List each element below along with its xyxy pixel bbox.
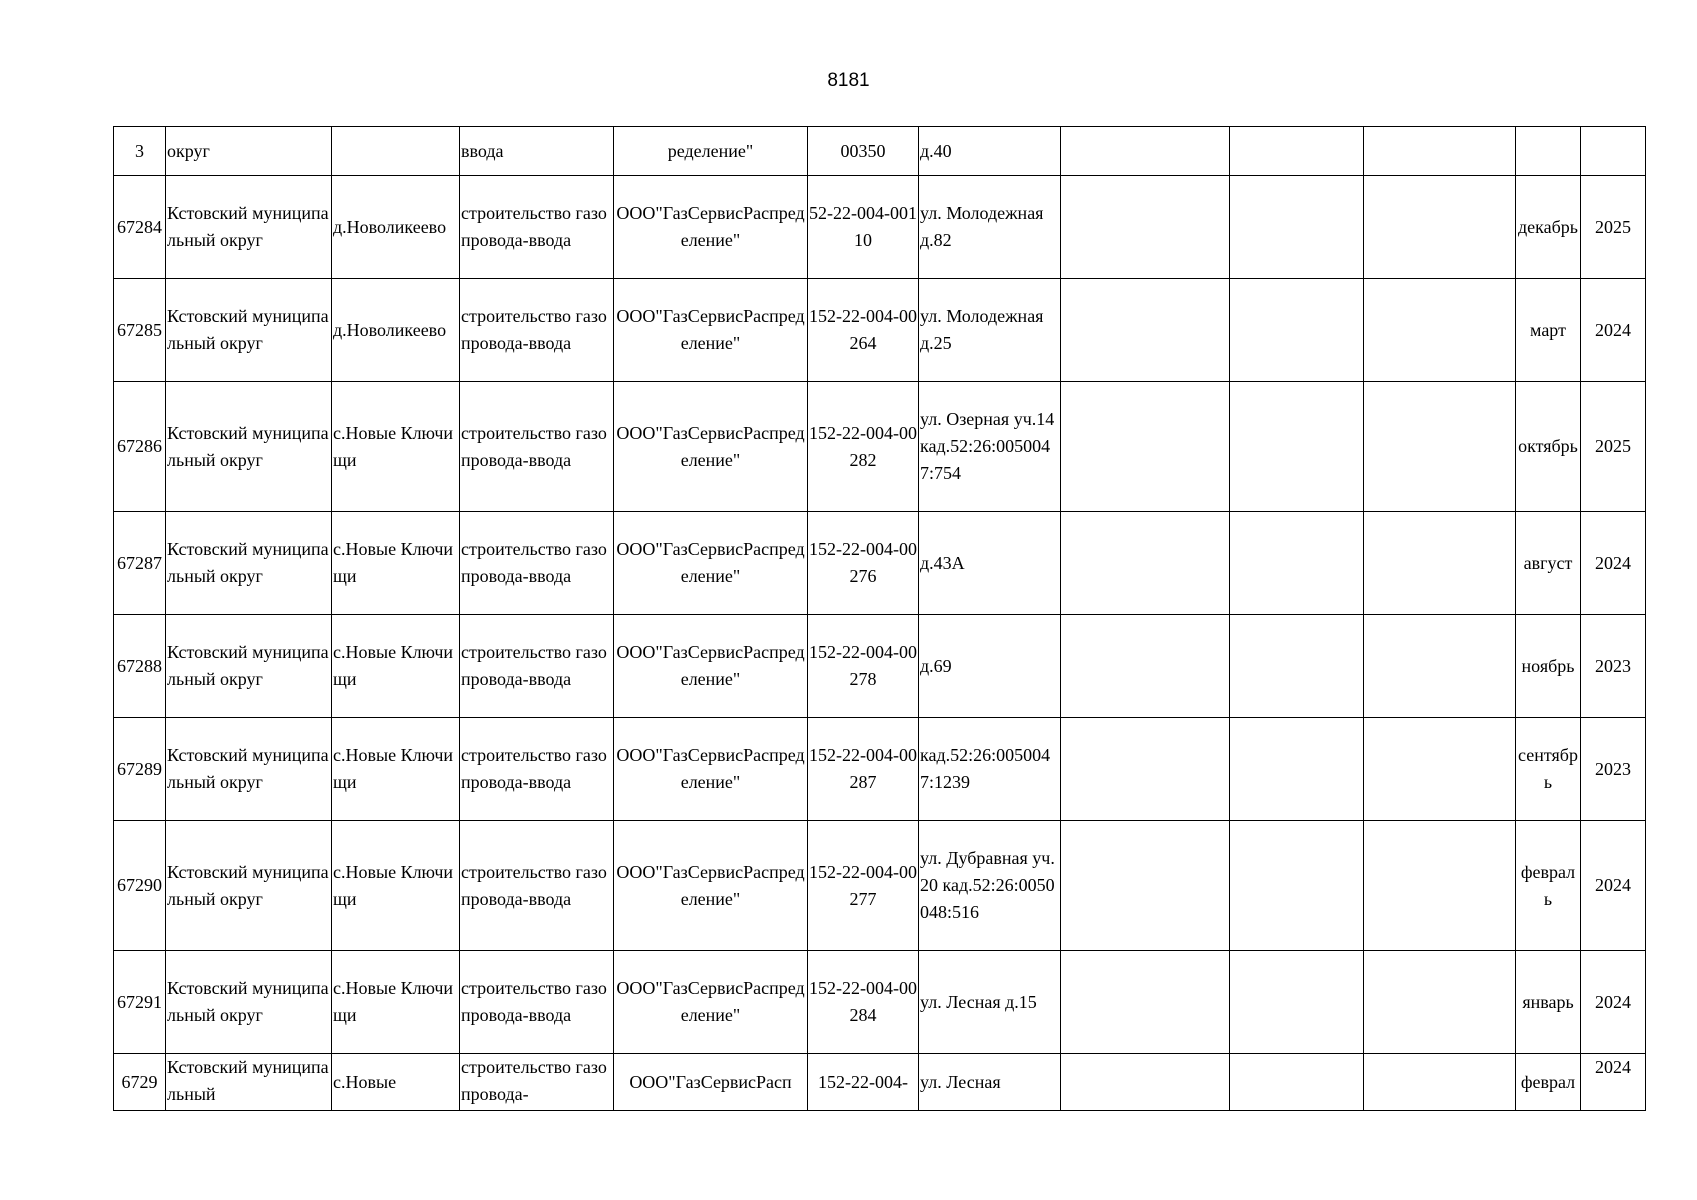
organization-cell: ООО"ГазСервисРасп [614,1054,808,1111]
object-code-cell: 152-22-004-00276 [808,512,919,615]
year-cell: 2025 [1581,382,1646,512]
locality-cell: д.Новоликеево [332,176,460,279]
empty-cell [1061,615,1230,718]
address-cell: ул. Молодежная д.82 [919,176,1061,279]
address-cell: д.43А [919,512,1061,615]
work-type-cell: строительство газопровода-ввода [460,176,614,279]
empty-cell [1061,382,1230,512]
row-number: 3 [114,127,166,176]
empty-cell [1230,951,1364,1054]
year-cell: 2025 [1581,176,1646,279]
work-type-cell: строительство газопровода-ввода [460,951,614,1054]
empty-cell [1230,279,1364,382]
organization-cell: ределение" [614,127,808,176]
table-row [114,279,1646,382]
empty-cell [1230,821,1364,951]
table-row [114,951,1646,1054]
organization-cell: ООО"ГазСервисРаспределение" [614,382,808,512]
month-cell: март [1516,279,1581,382]
empty-cell [1061,176,1230,279]
month-cell: ноябрь [1516,615,1581,718]
year-cell [1581,127,1646,176]
empty-cell [1061,951,1230,1054]
month-cell: январь [1516,951,1581,1054]
month-cell: октябрь [1516,382,1581,512]
empty-cell [1230,176,1364,279]
row-number: 67291 [114,951,166,1054]
table-row [114,615,1646,718]
address-cell: кад.52:26:0050047:1239 [919,718,1061,821]
object-code-cell: 152-22-004-00287 [808,718,919,821]
work-type-cell: строительство газопровода-ввода [460,512,614,615]
address-cell: д.69 [919,615,1061,718]
organization-cell: ООО"ГазСервисРаспределение" [614,718,808,821]
empty-cell [1364,176,1516,279]
table-row [114,176,1646,279]
work-type-cell: строительство газопровода-ввода [460,718,614,821]
empty-cell [1061,1054,1230,1111]
district-cell: Кстовский муниципальный округ [166,279,332,382]
empty-cell [1061,821,1230,951]
empty-cell [1230,382,1364,512]
year-cell: 2023 [1581,615,1646,718]
empty-cell [1061,718,1230,821]
row-number: 67284 [114,176,166,279]
address-cell: ул. Молодежная д.25 [919,279,1061,382]
table-row [114,512,1646,615]
object-code-cell: 152-22-004-00277 [808,821,919,951]
object-code-cell: 152-22-004-00278 [808,615,919,718]
locality-cell: с.Новые Ключищи [332,821,460,951]
table-row [114,382,1646,512]
district-cell: округ [166,127,332,176]
empty-cell [1061,512,1230,615]
address-cell: ул. Лесная д.15 [919,951,1061,1054]
year-cell: 2023 [1581,718,1646,821]
object-code-cell: 152-22-004-00284 [808,951,919,1054]
table-row [114,127,1646,176]
locality-cell: с.Новые Ключищи [332,951,460,1054]
empty-cell [1061,279,1230,382]
work-type-cell: строительство газопровода-ввода [460,615,614,718]
year-cell: 2024 [1581,821,1646,951]
year-cell: 2024 [1581,951,1646,1054]
month-cell: декабрь [1516,176,1581,279]
month-cell: сентябрь [1516,718,1581,821]
district-cell: Кстовский муниципальный округ [166,176,332,279]
district-cell: Кстовский муниципальный округ [166,615,332,718]
address-cell: ул. Озерная уч.14 кад.52:26:0050047:754 [919,382,1061,512]
district-cell: Кстовский муниципальный округ [166,718,332,821]
district-cell: Кстовский муниципальный округ [166,382,332,512]
work-type-cell: строительство газопровода-ввода [460,382,614,512]
district-cell: Кстовский муниципальный округ [166,951,332,1054]
locality-cell: с.Новые Ключищи [332,512,460,615]
empty-cell [1364,951,1516,1054]
empty-cell [1364,382,1516,512]
object-code-cell: 52-22-004-00110 [808,176,919,279]
organization-cell: ООО"ГазСервисРаспределение" [614,951,808,1054]
row-number: 67288 [114,615,166,718]
object-code-cell: 152-22-004- [808,1054,919,1111]
empty-cell [1364,615,1516,718]
organization-cell: ООО"ГазСервисРаспределение" [614,279,808,382]
address-cell: ул. Лесная [919,1054,1061,1111]
empty-cell [1364,821,1516,951]
organization-cell: ООО"ГазСервисРаспределение" [614,512,808,615]
row-number: 67286 [114,382,166,512]
locality-cell: с.Новые Ключищи [332,718,460,821]
organization-cell: ООО"ГазСервисРаспределение" [614,821,808,951]
table-row [114,1054,1646,1111]
empty-cell [1061,127,1230,176]
work-type-cell: строительство газопровода- [460,1054,614,1111]
table-row [114,821,1646,951]
empty-cell [1364,279,1516,382]
empty-cell [1230,512,1364,615]
object-code-cell: 152-22-004-00282 [808,382,919,512]
district-cell: Кстовский муниципальный округ [166,512,332,615]
object-code-cell: 152-22-004-00264 [808,279,919,382]
data-table [113,126,1646,1111]
row-number: 67289 [114,718,166,821]
work-type-cell: строительство газопровода-ввода [460,821,614,951]
locality-cell: с.Новые [332,1054,460,1111]
month-cell: август [1516,512,1581,615]
locality-cell: с.Новые Ключищи [332,615,460,718]
row-number: 6729 [114,1054,166,1111]
address-cell: ул. Дубравная уч.20 кад.52:26:0050048:516 [919,821,1061,951]
empty-cell [1230,1054,1364,1111]
row-number: 67287 [114,512,166,615]
locality-cell: с.Новые Ключищи [332,382,460,512]
table-row [114,718,1646,821]
row-number: 67290 [114,821,166,951]
empty-cell [1230,615,1364,718]
address-cell: д.40 [919,127,1061,176]
district-cell: Кстовский муниципальный округ [166,821,332,951]
empty-cell [1364,512,1516,615]
table-body [114,127,1646,1111]
work-type-cell: ввода [460,127,614,176]
year-cell: 2024 [1581,512,1646,615]
work-type-cell: строительство газопровода-ввода [460,279,614,382]
organization-cell: ООО"ГазСервисРаспределение" [614,615,808,718]
empty-cell [1364,127,1516,176]
month-cell: феврал [1516,1054,1581,1111]
year-cell: 2024 [1581,1054,1646,1111]
locality-cell [332,127,460,176]
empty-cell [1230,718,1364,821]
year-cell: 2024 [1581,279,1646,382]
empty-cell [1364,1054,1516,1111]
district-cell: Кстовский муниципальный [166,1054,332,1111]
page-number: 8181 [827,70,870,91]
month-cell [1516,127,1581,176]
empty-cell [1364,718,1516,821]
empty-cell [1230,127,1364,176]
object-code-cell: 00350 [808,127,919,176]
organization-cell: ООО"ГазСервисРаспределение" [614,176,808,279]
row-number: 67285 [114,279,166,382]
month-cell: февраль [1516,821,1581,951]
locality-cell: д.Новоликеево [332,279,460,382]
